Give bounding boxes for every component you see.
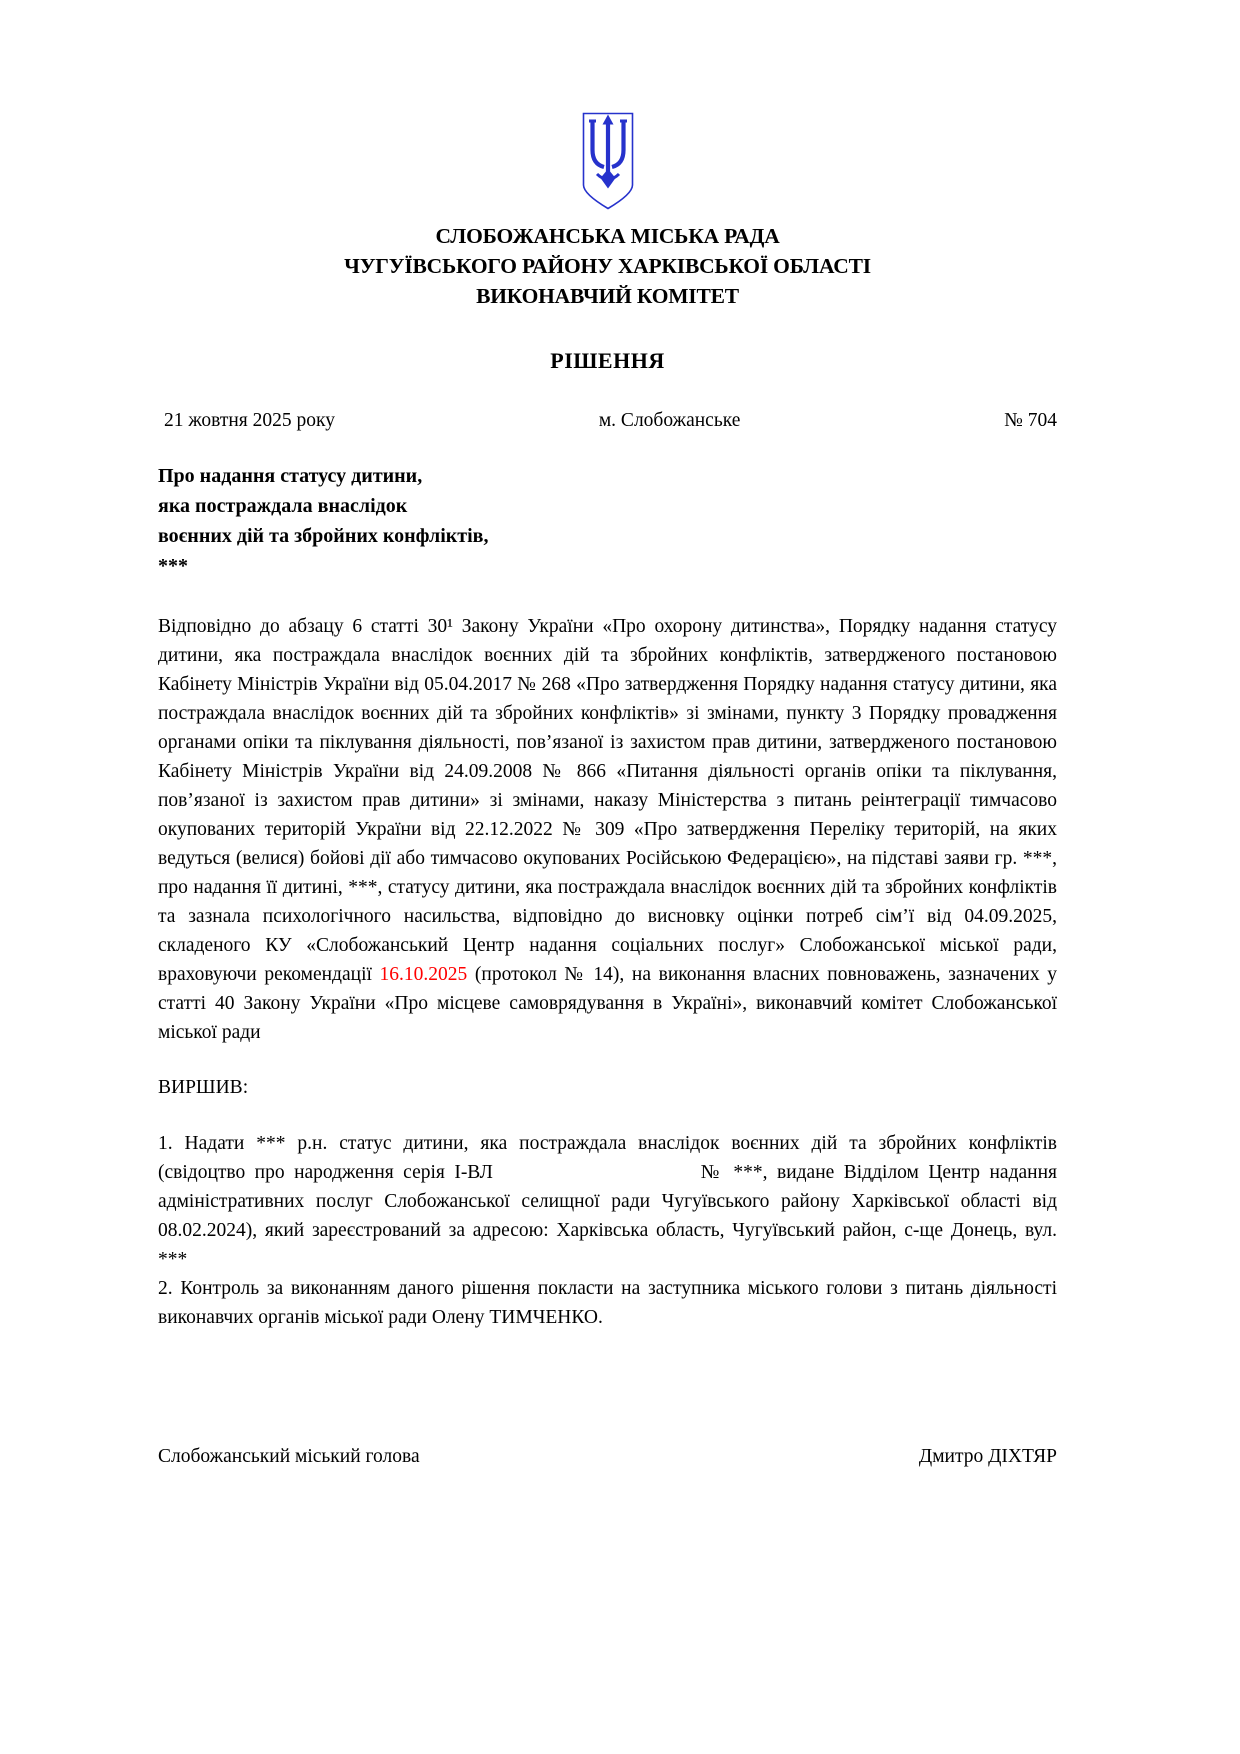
emblem-container: [158, 112, 1057, 215]
org-name-line1: СЛОБОЖАНСЬКА МІСЬКА РАДА: [435, 224, 780, 248]
subject-line3: воєнних дій та збройних конфліктів,: [158, 525, 489, 547]
decision-items: [158, 1129, 1057, 1332]
document-meta-row: [158, 406, 1057, 435]
highlighted-recommendation-date: 16.10.2025: [379, 964, 468, 985]
signer-name: Дмитро ДІХТЯР: [918, 1446, 1057, 1467]
resolved-label: ВИРШИВ:: [158, 1077, 249, 1098]
organization-header: [158, 221, 1057, 311]
subject-block: [158, 461, 1057, 581]
subject-line1: Про надання статусу дитини,: [158, 465, 423, 487]
preamble-paragraph: [158, 612, 1057, 1047]
subject-line2: яка постраждала внаслідок: [158, 495, 408, 517]
signature-row: [158, 1442, 1057, 1471]
document-place: м. Слобожанське: [598, 410, 741, 431]
org-name-line2: ЧУГУЇВСЬКОГО РАЙОНУ ХАРКІВСЬКОЇ ОБЛАСТІ: [344, 254, 871, 278]
org-name-line3: ВИКОНАВЧИЙ КОМІТЕТ: [476, 284, 739, 308]
document-date: 21 жовтня 2025 року: [164, 410, 335, 431]
preamble-text-before-date: Відповідно до абзацу 6 статті 30¹ Закону України «Про охорону дитинства», Порядку надання статусу дитини, яка постраждала внаслідок воєнних дій та збройних конфліктів, затвердженого постановою Кабінету Міністрів України від 05.04.2017 № 268 «Про затвердження Порядку надання статусу дитини, яка постраждала внаслідок воєнних дій та збройних конфліктів» зі змінами, пункту 3 Порядку провадження органами опіки та піклування діяльності, пов’язаної із захистом прав дитини, затвердженого постановою Кабінету Міністрів України від 24.09.2008 № 866 «Питання діяльності органів опіки та піклування, пов’язаної із захистом прав дитини» зі змінами, наказу Міністерства з питань реінтеграції тимчасово окупованих територій України від 22.12.2022 № 309 «Про затвердження Переліку територій, на яких ведуться (велися) бойові дії або тимчасово окупованих Російською Федерацією», на підставі заяви гр. ***, про надання її дитині, ***, статусу дитини, яка постраждала внаслідок воєнних дій та збройних конфліктів та зазнала психологічного насильства, відповідно до висновку оцінки потреб сім’ї від 04.09.2025, складеного КУ «Слобожанський Центр надання соціальних послуг» Слобожанської міської ради, враховуючи рекомендації: [158, 616, 1057, 985]
signer-position: Слобожанський міський голова: [158, 1446, 420, 1467]
preamble-text-after-date: (протокол № 14), на виконання власних повноважень, зазначених у статті 40 Закону України «Про місцеве самоврядування в Україні», виконавчий комітет Слобожанської міської ради: [158, 964, 1057, 1043]
subject-line4: ***: [158, 555, 188, 577]
document-type-title: РІШЕННЯ: [550, 348, 665, 373]
decision-item-2: 2. Контроль за виконанням даного рішення покласти на заступника міського голови з питань діяльності виконавчих органів міської ради Олену ТИМЧЕНКО.: [158, 1278, 1057, 1328]
decision-item-1: 1. Надати *** р.н. статус дитини, яка постраждала внаслідок воєнних дій та збройних конфліктів (свідоцтво про народження серія І-ВЛ № ***, видане Відділом Центр надання адміністративних послуг Слобожанської селищної ради Чугуївського району Харківської області від 08.02.2024), який зареєстрований за адресою: Харківська область, Чугуївський район, с-ще Донець, вул. ***: [158, 1133, 1057, 1270]
ukraine-trident-emblem-icon: [582, 112, 634, 210]
document-number: № 704: [1004, 410, 1057, 431]
